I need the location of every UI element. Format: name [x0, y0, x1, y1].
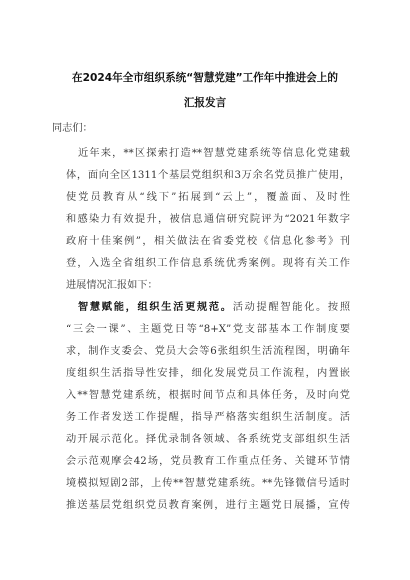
paragraph-line: 进展情况汇报如下：: [66, 280, 158, 291]
paragraph-line: 登，入选全省组织工作信息系统优秀案例。现将有关工作: [66, 258, 350, 269]
paragraph-line: 政府十佳案例”，相关做法在省委党校《信息化参考》刊: [66, 236, 350, 247]
paragraph-line: 推送基层党组织党员教育案例，进行主题党日展播，宣传: [66, 500, 350, 511]
section-heading: 智慧赋能，组织生活更规范。: [78, 302, 233, 313]
paragraph-line: 入**智慧党建系统，根据时间节点和具体任务，及时向党: [66, 390, 350, 401]
paragraph-line: 务工作者发送工作提醒，指导严格落实组织生活制度。活: [66, 412, 350, 423]
paragraph-line: 体，面向全区1311个基层党组织和3万余名党员推广使用，: [66, 170, 350, 181]
paragraph-line: “三会一课”、主题党日等“8+X”党支部基本工作制度要: [66, 324, 350, 335]
paragraph-line: 境模拟短剧2部，上传**智慧党建系统。**先锋微信号适时: [66, 478, 350, 489]
paragraph-line: 动开展示范化。择优录制各领域、各系统党支部组织生活: [66, 434, 350, 445]
paragraph-line: 活动提醒智能化。按照: [232, 302, 350, 313]
paragraph-line: 使党员教育从“线下”拓展到“云上”，覆盖面、及时性: [66, 192, 350, 203]
paragraph-line: 求，制作支委会、党员大会等6张组织生活流程图，明确年: [66, 346, 350, 357]
paragraph-line: 会示范观摩会42场，党员教育工作重点任务、关键环节情: [66, 456, 350, 467]
paragraph-line: 近年来，**区探索打造**智慧党建系统等信息化党建载: [78, 148, 350, 159]
paragraph-line: 度组织生活指导性安排，细化发展党员工作流程，内置嵌: [66, 368, 350, 379]
salutation: 同志们：: [52, 123, 93, 134]
document-title: 在2024年全市组织系统“智慧党建”工作年中推进会上的: [72, 72, 338, 84]
paragraph-line: 和感染力有效提升，被信息通信研究院评为“2021年数字: [66, 214, 350, 225]
document-title-line2: 汇报发言: [183, 97, 227, 109]
section-first-line: [78, 301, 350, 315]
